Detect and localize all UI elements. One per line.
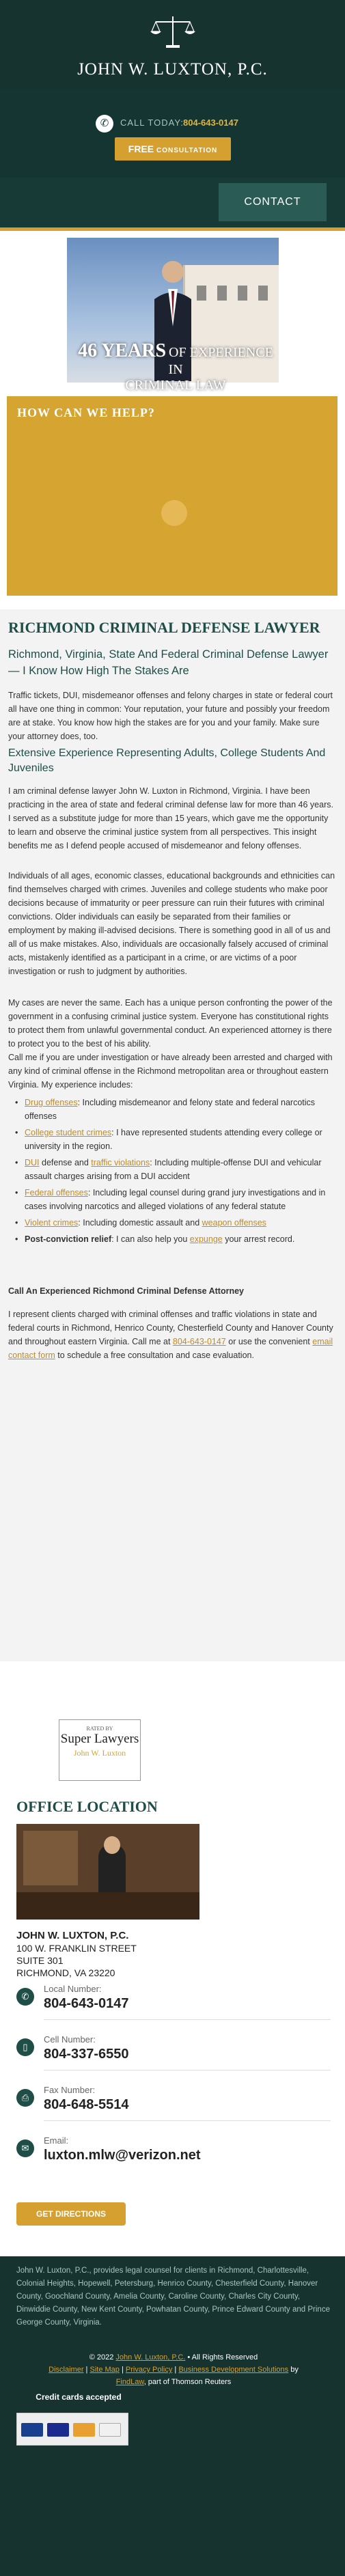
list-item <box>8 1096 337 1123</box>
footer-copyright: © 2022 John W. Luxton, P.C. • All Rights Reserved Disclaimer | Site Map | Privacy Policy | Business Development Solutions by FindLaw, part of Thomson Reuters <box>49 2353 299 2386</box>
cta-heading: Call An Experienced Richmond Criminal Defense Attorney <box>8 1286 244 1296</box>
divider <box>44 2019 331 2020</box>
drug-offenses-link[interactable]: Drug offenses <box>25 1098 78 1107</box>
building-window <box>217 286 227 301</box>
free-consultation-button[interactable] <box>115 137 231 161</box>
list-item <box>8 1216 337 1230</box>
rights-text: • All Rights Reserved <box>185 2353 258 2362</box>
sitemap-link[interactable]: Site Map <box>89 2366 120 2374</box>
list-item <box>8 1232 337 1246</box>
loading-indicator <box>161 500 187 526</box>
list-item-text: : Including multiple-offense DUI and vehicular assault charges arising from a DUI accident <box>25 1158 322 1181</box>
expunge-link[interactable]: expunge <box>189 1234 223 1244</box>
header-phone-link[interactable]: 804-643-0147 <box>183 117 238 128</box>
call-bar <box>0 89 345 178</box>
list-item-text: : Including domestic assault and <box>78 1218 202 1228</box>
contact-value[interactable]: 804-648-5514 <box>44 2097 129 2112</box>
experience-list <box>8 1096 337 1249</box>
list-item-text: defense and <box>39 1158 92 1167</box>
dui-link[interactable]: DUI <box>25 1158 40 1167</box>
thomson-text: , part of Thomson Reuters <box>143 2378 232 2386</box>
findlaw-link[interactable]: FindLaw <box>115 2378 144 2386</box>
section-heading: Extensive Experience Representing Adults, College Students And Juveniles <box>8 747 326 774</box>
privacy-link[interactable]: Privacy Policy <box>125 2366 173 2374</box>
cta-text: I represent clients charged with criminal offenses and traffic violations in state and federal courts in Richmond, Henrico County, Chesterfield County and Hanover County and throughout eastern Virginia. Call me at <box>8 1310 333 1346</box>
list-item-text: : Including misdemeanor and felony state and federal narcotics offenses <box>25 1098 316 1121</box>
college-crimes-link[interactable]: College student crimes <box>25 1128 112 1137</box>
super-lawyers-badge[interactable] <box>59 1719 141 1781</box>
office-street: 100 W. FRANKLIN STREET <box>16 1943 137 1954</box>
weapon-offenses-link[interactable]: weapon offenses <box>202 1218 266 1228</box>
credit-cards-label: Credit cards accepted <box>36 2392 122 2402</box>
phone-icon: ✆ <box>16 1988 34 2006</box>
email-contact-form-link[interactable]: email contact form <box>8 1337 333 1360</box>
attorney-face <box>104 1836 120 1854</box>
discover-card-icon <box>99 2423 121 2437</box>
hero-caption <box>70 340 281 393</box>
office-heading: OFFICE LOCATION <box>16 1798 158 1815</box>
visa-card-icon <box>47 2423 69 2437</box>
federal-offenses-link[interactable]: Federal offenses <box>25 1188 88 1197</box>
badge-name: John W. Luxton <box>73 1748 126 1758</box>
consultation-label: CONSULTATION <box>156 147 218 154</box>
help-heading: HOW CAN WE HELP? <box>17 406 155 419</box>
list-item-text: : Including legal counsel during grand jury investigations and in cases involving narcotics and alleged violations of any federal statute <box>25 1188 326 1211</box>
building-window <box>238 286 247 301</box>
call-today-label: CALL TODAY: <box>120 117 184 128</box>
amex-card-icon <box>21 2423 43 2437</box>
mastercard-icon <box>73 2423 95 2437</box>
hero-text-2: CRIMINAL LAW <box>125 378 226 393</box>
paragraph-2: Individuals of all ages, economic classes, educational backgrounds and ethnicities can find themselves charged with crimes. Juveniles and college students who make poor decisions because of immaturity or peer pressure can ruin their futures with criminal convictions. Older individuals can easily be separated from their families or employment by making ill-advised decisions. There is something good in all of us and all of us make mistakes. Also, individuals are occasionally falsely accused of criminal acts, mistakenly identified as a participant in a crime, or are victims of a poor investigation or rush to judgment by authorities. <box>8 871 335 976</box>
site-header <box>0 0 345 89</box>
disclaimer-link[interactable]: Disclaimer <box>49 2366 84 2374</box>
page-title: RICHMOND CRIMINAL DEFENSE LAWYER <box>8 619 320 636</box>
by-text: by <box>288 2366 299 2374</box>
credit-cards-panel <box>16 2413 128 2446</box>
list-item-text: : I can also help you <box>111 1234 190 1244</box>
bookshelf <box>23 1831 78 1885</box>
contact-label: Email: <box>44 2135 69 2146</box>
list-item-text: your arrest record. <box>222 1234 295 1244</box>
office-suite: SUITE 301 <box>16 1955 64 1966</box>
intro-paragraph: Traffic tickets, DUI, misdemeanor offenses and felony charges in state or federal court all have one thing in common: Your reputation, your future and possibly your freedom are at stake. You know how high the stakes are for you and your family. Make sure your attorney does, too. <box>8 691 333 741</box>
post-conviction-label: Post-conviction relief <box>25 1234 112 1244</box>
building-window <box>258 286 268 301</box>
contact-label: Local Number: <box>44 1984 102 1994</box>
office-firm: JOHN W. LUXTON, P.C. <box>16 1930 129 1941</box>
cta-paragraph <box>8 1307 337 1362</box>
traffic-violations-link[interactable]: traffic violations <box>91 1158 150 1167</box>
phone-icon[interactable]: ✆ <box>96 115 113 133</box>
office-city: RICHMOND, VA 23220 <box>16 1967 115 1978</box>
free-label: FREE <box>128 143 154 154</box>
badge-brand: Super Lawyers <box>60 1732 139 1746</box>
mobile-icon: ▯ <box>16 2038 34 2056</box>
office-photo <box>16 1824 199 1920</box>
divider <box>44 2070 331 2071</box>
contact-nav-button[interactable]: CONTACT <box>219 183 327 221</box>
violent-crimes-link[interactable]: Violent crimes <box>25 1218 79 1228</box>
paragraph-3: My cases are never the same. Each has a unique person confronting the power of the government in a confusing criminal justice system. Everyone has constitutional rights to protect them from unlawful governmental conduct. An experienced attorney is there to protect you to the best of his ability. <box>8 998 333 1049</box>
office-address <box>16 1930 137 1979</box>
building-window <box>197 286 206 301</box>
hero-years: 46 YEARS <box>78 340 167 361</box>
list-item <box>8 1126 337 1153</box>
contact-label: Fax Number: <box>44 2085 96 2095</box>
contact-value[interactable]: luxton.mlw@verizon.net <box>44 2148 201 2163</box>
paragraph-1: I am criminal defense lawyer John W. Luxton in Richmond, Virginia. I have been practicing in the area of state and federal criminal defense law for more than 46 years. I served as a substitute judge for more than 15 years, which gave me the opportunity to learn and observe the criminal justice system from all perspectives. This insight benefits me as I defend people accused of misdemeanor and felony offenses. <box>8 786 333 850</box>
paragraph-4: Call me if you are under investigation or have already been arrested and charged with any kind of criminal offense in the Richmond metropolitan area or throughout eastern Virginia. My experience includes: <box>8 1053 333 1090</box>
contact-value[interactable]: 804-643-0147 <box>44 1996 129 2011</box>
firm-name-logo[interactable]: JOHN W. LUXTON, P.C. <box>77 60 268 79</box>
cta-text: or use the convenient <box>225 1337 313 1346</box>
how-can-we-help-panel[interactable] <box>7 396 337 596</box>
cta-text: to schedule a free consultation and case evaluation. <box>55 1351 254 1360</box>
desk <box>16 1892 199 1920</box>
contact-label: Cell Number: <box>44 2034 96 2045</box>
badge-rated-by: RATED BY <box>86 1726 113 1732</box>
page-subtitle: Richmond, Virginia, State And Federal Criminal Defense Lawyer — I Know How High The Stakes Are <box>8 648 329 677</box>
hero-text-1: OF EXPERIENCE IN <box>168 345 273 377</box>
divider <box>44 2120 331 2121</box>
list-item <box>8 1186 337 1213</box>
cta-phone-link[interactable]: 804-643-0147 <box>172 1337 226 1346</box>
bds-link[interactable]: Business Development Solutions <box>178 2366 289 2374</box>
copyright-text: © 2022 <box>89 2353 116 2362</box>
get-directions-button[interactable]: GET DIRECTIONS <box>16 2202 126 2226</box>
contact-value[interactable]: 804-337-6550 <box>44 2047 129 2062</box>
scales-of-justice-icon <box>149 15 197 49</box>
fax-icon: ⎙ <box>16 2089 34 2107</box>
list-item <box>8 1156 337 1183</box>
firm-link[interactable]: John W. Luxton, P.C. <box>115 2353 186 2362</box>
email-icon: ✉ <box>16 2139 34 2157</box>
list-item-text: : I have represented students attending every college or university in the region. <box>25 1128 322 1151</box>
footer-description: John W. Luxton, P.C., provides legal counsel for clients in Richmond, Charlottesville, Colonial Heights, Hopewell, Petersburg, Henrico County, Chesterfield County, Hanover County, Goochland County, Amelia County, Caroline County, Charles City County, Dinwiddie County, New Kent County, Powhatan County, Prince Edward County and Prince George County, Virginia. <box>16 2267 330 2327</box>
